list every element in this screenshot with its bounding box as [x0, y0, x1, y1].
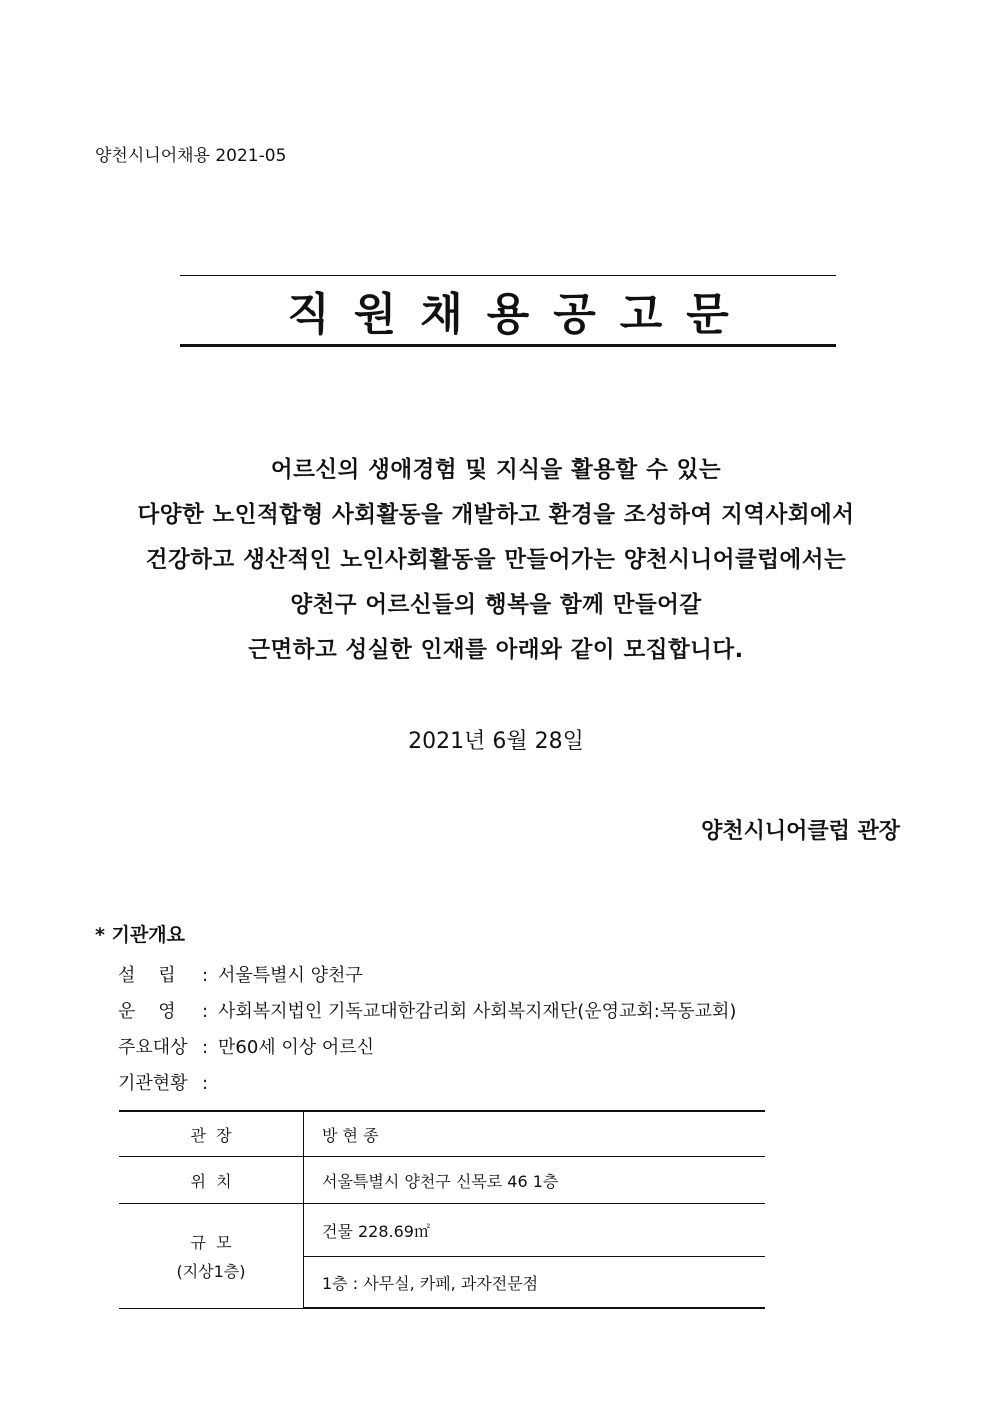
announcement-date: 2021년 6월 28일	[408, 729, 584, 754]
table-value: 서울특별시 양천구 신목로 46 1층	[304, 1157, 766, 1204]
info-colon: :	[202, 1073, 209, 1094]
title-box	[180, 275, 836, 347]
info-row-established	[118, 961, 363, 987]
info-key: 기관현황	[118, 1073, 188, 1094]
info-value: 사회복지법인 기독교대한감리회 사회복지재단(운영교회:목동교회)	[218, 1001, 737, 1022]
document-title: 직원채용공고문	[287, 289, 753, 340]
info-value: 만60세 이상 어르신	[218, 1037, 375, 1058]
info-value: 서울특별시 양천구	[218, 965, 363, 986]
table-sublabel: (지상1층)	[176, 1261, 246, 1281]
intro-line: 근면하고 성실한 인재를 아래와 같이 모집합니다.	[248, 637, 744, 663]
info-colon: :	[202, 1037, 209, 1058]
table-value: 1층 : 사무실, 카페, 과자전문점	[304, 1257, 766, 1309]
info-colon: :	[202, 1001, 209, 1022]
table-row-director	[119, 1111, 765, 1157]
table-label: 규 모	[190, 1232, 232, 1252]
info-row-operation	[118, 997, 736, 1023]
institution-table	[119, 1110, 765, 1309]
issuer: 양천시니어클럽 관장	[701, 819, 900, 844]
intro-paragraph	[0, 450, 992, 675]
table-row-location	[119, 1157, 765, 1204]
intro-line: 양천구 어르신들의 행복을 함께 만들어갈	[290, 592, 702, 618]
table-label-scale	[119, 1204, 304, 1309]
table-row-scale-building	[119, 1204, 765, 1257]
intro-line: 건강하고 생산적인 노인사회활동을 만들어가는 양천시니어클럽에서는	[145, 547, 847, 573]
info-colon: :	[202, 965, 209, 986]
intro-line: 다양한 노인적합형 사회활동을 개발하고 환경을 조성하여 지역사회에서	[137, 502, 855, 528]
section-heading: * 기관개요	[95, 924, 185, 946]
info-key: 설 립	[118, 965, 176, 986]
table-value: 방 현 종	[304, 1111, 766, 1157]
info-row-target	[118, 1033, 374, 1059]
info-row-status	[118, 1069, 218, 1095]
intro-line: 어르신의 생애경험 및 지식을 활용할 수 있는	[270, 457, 722, 483]
document-number: 양천시니어채용 2021-05	[95, 146, 287, 166]
table-label: 위 치	[119, 1157, 304, 1204]
table-value: 건물 228.69㎡	[304, 1204, 766, 1257]
table-label: 관 장	[119, 1111, 304, 1157]
info-key: 주요대상	[118, 1037, 188, 1058]
info-key: 운 영	[118, 1001, 176, 1022]
